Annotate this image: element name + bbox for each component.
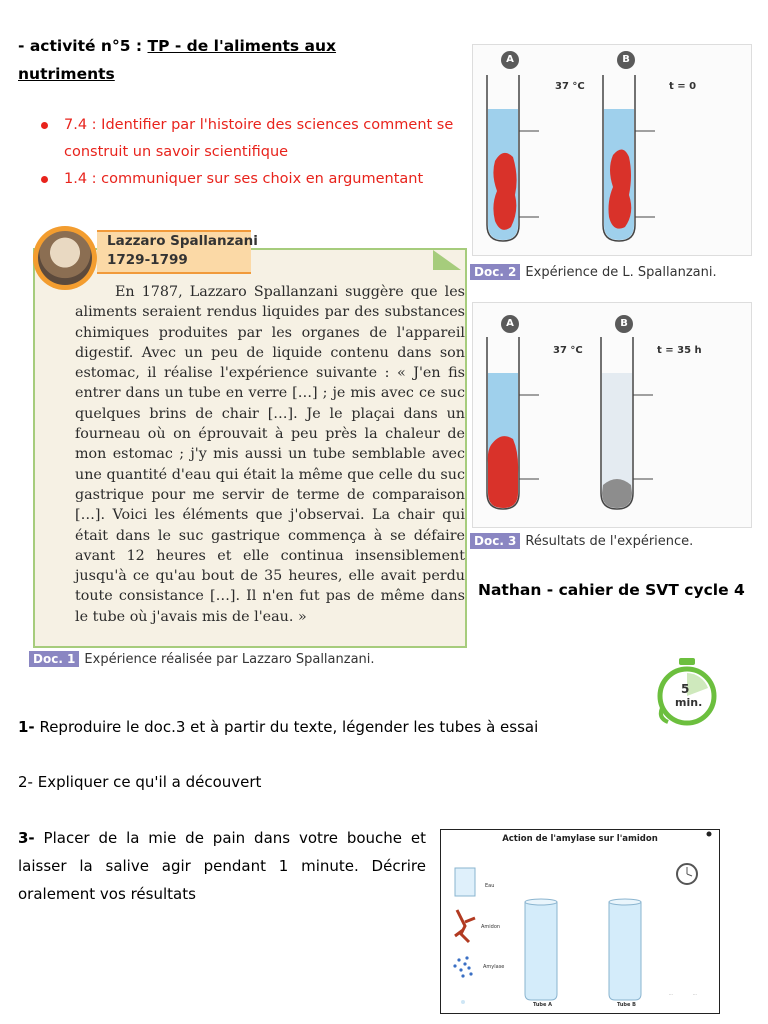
doc1-text (75, 282, 465, 627)
svg-text:···: ··· (669, 992, 673, 997)
time-label: t = 35 h (657, 345, 702, 356)
doc3-caption (470, 530, 693, 549)
question-number: 1- (18, 718, 35, 736)
doc1-caption (29, 648, 375, 667)
doc1-caption-text: Expérience réalisée par Lazzaro Spallanzani. (84, 652, 375, 667)
doc1-label: Doc. 1 (29, 651, 79, 667)
tube-a-label: A (501, 51, 519, 69)
amylase-figure-title: Action de l'amylase sur l'amidon (502, 834, 658, 844)
question-1 (18, 713, 638, 741)
spallanzani-portrait-image (38, 231, 92, 285)
objective-item: 7.4 : Identifier par l'histoire des sciences comment se construit un savoir scientifique (38, 112, 458, 166)
activity-title (18, 32, 418, 88)
svg-text:···: ··· (693, 992, 697, 997)
question-text: Expliquer ce qu'il a découvert (32, 773, 262, 791)
doc3-label: Doc. 3 (470, 533, 520, 549)
doc2-caption (470, 261, 717, 280)
timer-unit: min. (675, 696, 703, 709)
doc3-figure (472, 302, 752, 528)
test-tubes-result-drawing (473, 303, 751, 527)
item-label-amylase: Amylase (483, 964, 505, 970)
objectives-list (38, 112, 458, 193)
tube-a-label: Tube A (533, 1002, 553, 1008)
doc2-figure (472, 44, 752, 256)
activity-prefix: - activité n°5 : (18, 37, 148, 55)
question-2 (18, 768, 638, 796)
timer-value: 5 (681, 682, 690, 696)
tube-b-label: B (617, 51, 635, 69)
test-tubes-drawing (473, 45, 751, 255)
timer-icon (656, 658, 718, 726)
time-label: t = 0 (669, 81, 697, 92)
tube-b-label: B (615, 315, 633, 333)
question-text: Placer de la mie de pain dans votre bouche et laisser la salive agir pendant 1 minute. Décrire oralement vos résultats (18, 829, 426, 903)
source-reference: Nathan - cahier de SVT cycle 4 (478, 581, 745, 599)
scientist-dates: 1729-1799 (107, 252, 188, 268)
item-label-starch: Amidon (481, 924, 501, 930)
item-label-water: Eau (485, 883, 495, 889)
doc2-caption-text: Expérience de L. Spallanzani. (525, 265, 717, 280)
temperature-label: 37 °C (553, 345, 583, 356)
corner-fold-icon (429, 248, 463, 272)
temperature-label: 37 °C (555, 81, 585, 92)
question-number: 3- (18, 829, 35, 847)
question-3 (18, 824, 426, 908)
tube-b-label: Tube B (617, 1002, 636, 1008)
doc1-panel (25, 222, 465, 670)
tube-a-label: A (501, 315, 519, 333)
doc3-caption-text: Résultats de l'expérience. (525, 534, 694, 549)
doc1-paragraph: En 1787, Lazzaro Spallanzani suggère que les aliments seraient rendus liquides par des substances chimiques produites par les organes de l'appareil digestif. Avec un peu de liquide contenu dans son estomac, il réalise l'expérience suivante : « J'en fis entrer dans un tube en verre […] ; je mis avec ce suc quelques brins de chair […]. Je le plaçai dans un fourneau où on éprouvait à peu près la chaleur de mon estomac ; j'y mis aussi un tube semblable avec une quantité d'eau qui était la même que celle du suc gastrique pour me servir de terme de comparaison […]. Voici les éléments que j'observai. La chair qui était dans le suc gastrique commença à se défaire avant 12 heures et elle continua insensiblement jusqu'à ce qu'au bout de 35 heures, elle avait perdu toute consistance […]. Il n'en fut pas de même dans le tube où j'avais mis de l'eau. » (75, 284, 465, 625)
amylase-figure (440, 829, 720, 1014)
amylase-drawing (441, 830, 719, 1013)
question-number: 2- (18, 773, 33, 791)
objective-item: 1.4 : communiquer sur ses choix en argumentant (38, 166, 458, 193)
scientist-name: Lazzaro Spallanzani (107, 233, 258, 249)
activity-title-underlined: TP - de l'aliments aux nutriments (18, 37, 337, 83)
question-text: Reproduire le doc.3 et à partir du texte, légender les tubes à essai (34, 718, 539, 736)
doc2-label: Doc. 2 (470, 264, 520, 280)
